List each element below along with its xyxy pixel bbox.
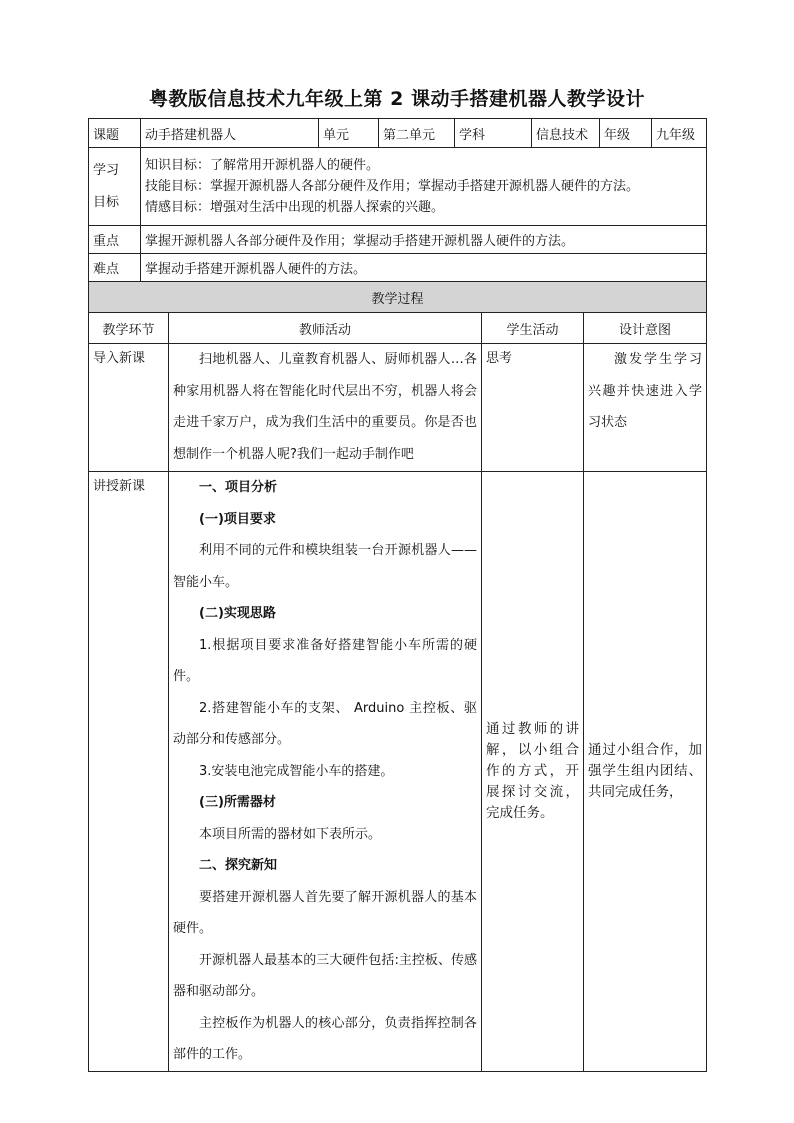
heading-project-analysis: 一、项目分析 xyxy=(199,480,278,495)
heading-approach: (二)实现思路 xyxy=(199,606,276,621)
grade-label: 年级 xyxy=(600,119,652,148)
heading-explore: 二、探究新知 xyxy=(199,858,278,873)
paragraph-requirement: 利用不同的元件和模块组装一台开源机器人——智能小车。 xyxy=(173,543,478,590)
topic-label: 课题 xyxy=(89,119,141,148)
goals-label-line2: 目标 xyxy=(93,194,120,210)
process-columns-row xyxy=(89,313,707,344)
lesson-plan-table xyxy=(88,118,707,1072)
column-stage: 教学环节 xyxy=(89,313,169,344)
goal-emotion: 情感目标：增强对生活中出现的机器人探索的兴趣。 xyxy=(145,200,445,215)
unit-label: 单元 xyxy=(319,119,379,148)
goals-label-line1: 学习 xyxy=(93,162,120,178)
goal-knowledge: 知识目标：了解常用开源机器人的硬件。 xyxy=(145,158,380,173)
paragraph-basic-hardware: 要搭建开源机器人首先要了解开源机器人的基本硬件。 xyxy=(173,889,478,936)
topic-value: 动手搭建机器人 xyxy=(141,119,319,148)
new-intent: 通过小组合作，加强学生组内团结、共同完成任务， xyxy=(584,472,707,1072)
new-teacher xyxy=(169,472,482,1072)
paragraph-step-3: 3.安装电池完成智能小车的搭建。 xyxy=(199,763,394,779)
key-point-row xyxy=(89,226,707,254)
intro-student: 思考 xyxy=(482,344,584,472)
key-point-text: 掌握开源机器人各部分硬件及作用；掌握动手搭建开源机器人硬件的方法。 xyxy=(141,226,707,254)
intro-teacher: 扫地机器人、儿童教育机器人、厨师机器人…各种家用机器人将在智能化时代层出不穷，机器人将会走进千家万户，成为我们生活中的重要员。你是否也想制作一个机器人呢?我们一起动手制作吧 xyxy=(169,344,482,472)
column-student: 学生活动 xyxy=(482,313,584,344)
new-stage: 讲授新课 xyxy=(89,472,169,1072)
intro-row xyxy=(89,344,707,472)
heading-materials: (三)所需器材 xyxy=(199,795,276,810)
paragraph-step-1: 1.根据项目要求准备好搭建智能小车所需的硬件。 xyxy=(173,637,478,684)
difficulty-text: 掌握动手搭建开源机器人硬件的方法。 xyxy=(141,254,707,282)
heading-project-requirement: (一)项目要求 xyxy=(199,511,276,527)
subject-label: 学科 xyxy=(455,119,532,148)
key-point-label: 重点 xyxy=(89,226,141,254)
column-teacher: 教师活动 xyxy=(169,313,482,344)
paragraph-materials: 本项目所需的器材如下表所示。 xyxy=(199,826,382,842)
unit-value: 第二单元 xyxy=(379,119,455,148)
process-header-row xyxy=(89,282,707,313)
intro-stage: 导入新课 xyxy=(89,344,169,472)
goals-label xyxy=(89,148,141,226)
paragraph-main-board: 主控板作为机器人的核心部分，负责指挥控制各部件的工作。 xyxy=(173,1015,478,1062)
document-title: 粤教版信息技术九年级上第 2 课动手搭建机器人教学设计 xyxy=(149,88,645,110)
process-header: 教学过程 xyxy=(89,282,707,313)
new-student: 通过教师的讲解，以小组合作的方式，开展探讨交流，完成任务。 xyxy=(482,472,584,1072)
new-lesson-row xyxy=(89,472,707,1072)
column-intent: 设计意图 xyxy=(584,313,707,344)
subject-value: 信息技术 xyxy=(532,119,600,148)
paragraph-step-2: 2.搭建智能小车的支架、 Arduino 主控板、驱动部分和传感部分。 xyxy=(173,700,478,747)
grade-value: 九年级 xyxy=(652,119,707,148)
intro-intent: 激发学生学习兴趣并快速进入学习状态 xyxy=(584,344,707,472)
info-row xyxy=(89,119,707,148)
goals-content xyxy=(141,148,707,226)
paragraph-three-hardware: 开源机器人最基本的三大硬件包括:主控板、传感器和驱动部分。 xyxy=(173,952,478,999)
difficulty-row xyxy=(89,254,707,282)
goals-row xyxy=(89,148,707,226)
difficulty-label: 难点 xyxy=(89,254,141,282)
goal-skill: 技能目标：掌握开源机器人各部分硬件及作用；掌握动手搭建开源机器人硬件的方法。 xyxy=(145,179,640,194)
